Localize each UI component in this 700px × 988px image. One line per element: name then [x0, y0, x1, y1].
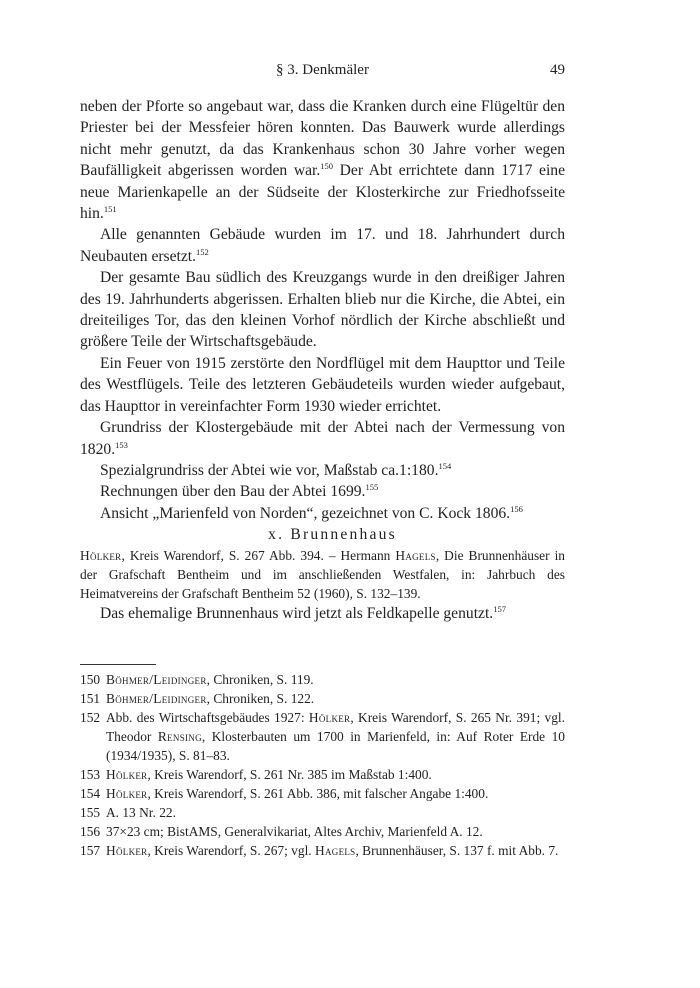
author-name: Böhmer/Leidinger [106, 691, 207, 706]
footnotes [80, 670, 565, 860]
footnote-ref[interactable]: 151 [103, 204, 117, 215]
paragraph [80, 96, 565, 224]
page-number: 49 [550, 62, 565, 78]
paragraph [80, 481, 565, 502]
main-text [80, 96, 565, 624]
footnote-ref[interactable]: 155 [365, 482, 379, 493]
footnote-text [106, 784, 565, 803]
footnote-text [106, 689, 565, 708]
footnote-text: 37×23 cm; BistAMS, Generalvikariat, Altes Archiv, Marienfeld A. 12. [106, 824, 483, 839]
paragraph-text: Der Abt errichtete dann 1717 eine neue Marienkapelle an der Südseite der Klosterkirche zur Friedhofsseite hin. [80, 162, 565, 223]
paragraph-text: Spezialgrundriss der Abtei wie vor, Maßstab ca.1:180. [100, 461, 439, 479]
author-name: Hölker [80, 547, 122, 563]
footnote-rest: , Chroniken, S. 122. [206, 691, 315, 706]
footnote-pre: Abb. des Wirtschaftsgebäudes 1927: [106, 710, 309, 725]
author-name: Hagels [315, 843, 356, 858]
footnote-mid: , Kreis Warendorf, S. 267; vgl. [147, 843, 315, 858]
footnote-number: 154 [80, 786, 101, 801]
footnote [80, 841, 565, 860]
paragraph-text: Alle genannten Gebäude wurden im 17. und 18. Jahrhundert durch Neubauten ersetzt. [80, 226, 565, 265]
paragraph-text: Der gesamte Bau südlich des Kreuzgangs wurde in den dreißiger Jahren des 19. Jahrhunderts abgerissen. Erhalten blieb nur die Kirche, die Abtei, ein dreiteiliges Tor, das den kleinen Vorhof nördlich der Kirche abschließt und größere Teile der Wirtschaftsgebäude. [80, 269, 565, 351]
footnote-text [106, 765, 565, 784]
footnote-rest: , Klosterbauten um 1700 in Marienfeld, in: Auf Roter Erde 10 (1934/1935), S. 81–83. [106, 729, 566, 763]
footnote-ref[interactable]: 150 [320, 161, 334, 172]
footnote-ref[interactable]: 156 [510, 503, 523, 514]
paragraph [80, 353, 565, 417]
footnote [80, 765, 565, 784]
footnote-number: 156 [80, 824, 101, 839]
running-header [80, 62, 565, 82]
footnote-divider [80, 664, 156, 665]
footnote [80, 670, 565, 689]
footnote-number: 152 [80, 710, 101, 725]
footnote-ref[interactable]: 153 [115, 439, 128, 450]
author-name: Rensing [157, 729, 202, 744]
footnote-text: A. 13 Nr. 22. [106, 805, 176, 820]
footnote-ref[interactable]: 154 [438, 460, 452, 471]
paragraph [80, 460, 565, 481]
author-name: Hagels [395, 547, 436, 563]
running-title: § 3. Denkmäler [276, 62, 369, 78]
footnote [80, 689, 565, 708]
paragraph [80, 224, 565, 267]
biblio-text: , Kreis Warendorf, S. 267 Abb. 394. – Hermann [121, 547, 396, 563]
footnote-text [106, 841, 565, 860]
footnote-number: 153 [80, 767, 101, 782]
footnote-rest: , Kreis Warendorf, S. 261 Abb. 386, mit falscher Angabe 1:400. [147, 786, 489, 801]
paragraph-text: Ein Feuer von 1915 zerstörte den Nordflügel mit dem Haupttor und Teile des Westflügels. Teile des letzteren Gebäudeteils wurden wieder aufgebaut, das Haupttor in vereinfachter Form 1930 wieder errichtet. [80, 354, 565, 415]
footnote-number: 151 [80, 691, 101, 706]
paragraph [80, 603, 565, 624]
biblio-text: , Die Brunnenhäuser in der Grafschaft Bentheim und im anschließenden Westfalen, in: Jahrbuch des Heimatvereins der Grafschaft Bentheim 52 (1960), S. 132–139. [80, 547, 565, 601]
paragraph-text: Ansicht „Marienfeld von Norden“, gezeichnet von C. Kock 1806. [100, 504, 511, 522]
footnote [80, 803, 565, 822]
footnote-number: 155 [80, 805, 101, 820]
paragraph-text: Das ehemalige Brunnenhaus wird jetzt als Feldkapelle genutzt. [100, 604, 494, 622]
footnote-rest: , Brunnenhäuser, S. 137 f. mit Abb. 7. [355, 843, 559, 858]
paragraph [80, 417, 565, 460]
footnote [80, 784, 565, 803]
author-name: Hölker [308, 710, 351, 725]
footnote-text [106, 708, 565, 765]
footnote-text [106, 670, 565, 689]
footnote-rest: , Kreis Warendorf, S. 261 Nr. 385 im Maßstab 1:400. [147, 767, 432, 782]
paragraph-text: neben der Pforte so angebaut war, dass die Kranken durch eine Flügeltür den Priester bei der Messfeier hören konnten. Das Bauwerk wurde allerdings nicht mehr genutzt, da das Krankenhaus schon 30 Jahre vorher wegen Baufälligkeit abgerissen worden war. [80, 98, 565, 180]
bibliography-note [80, 546, 565, 603]
paragraph [80, 267, 565, 353]
author-name: Hölker [106, 843, 148, 858]
footnote-mid: , Kreis Warendorf, S. 265 Nr. 391; vgl. Theodor [106, 710, 565, 744]
paragraph-text: Grundriss der Klostergebäude mit der Abtei nach der Vermessung von 1820. [80, 419, 565, 458]
footnote-rest: , Chroniken, S. 119. [206, 672, 314, 687]
paragraph-text: Rechnungen über den Bau der Abtei 1699. [100, 483, 366, 501]
author-name: Hölker [106, 767, 148, 782]
section-heading: x. Brunnenhaus [268, 526, 397, 544]
author-name: Böhmer/Leidinger [106, 672, 207, 687]
paragraph [80, 503, 565, 524]
footnote-number: 150 [80, 672, 101, 687]
footnote [80, 822, 565, 841]
footnote-ref[interactable]: 152 [196, 246, 209, 257]
footnote-ref[interactable]: 157 [493, 603, 506, 614]
footnote-number: 157 [80, 843, 101, 858]
author-name: Hölker [106, 786, 148, 801]
footnote [80, 708, 565, 765]
